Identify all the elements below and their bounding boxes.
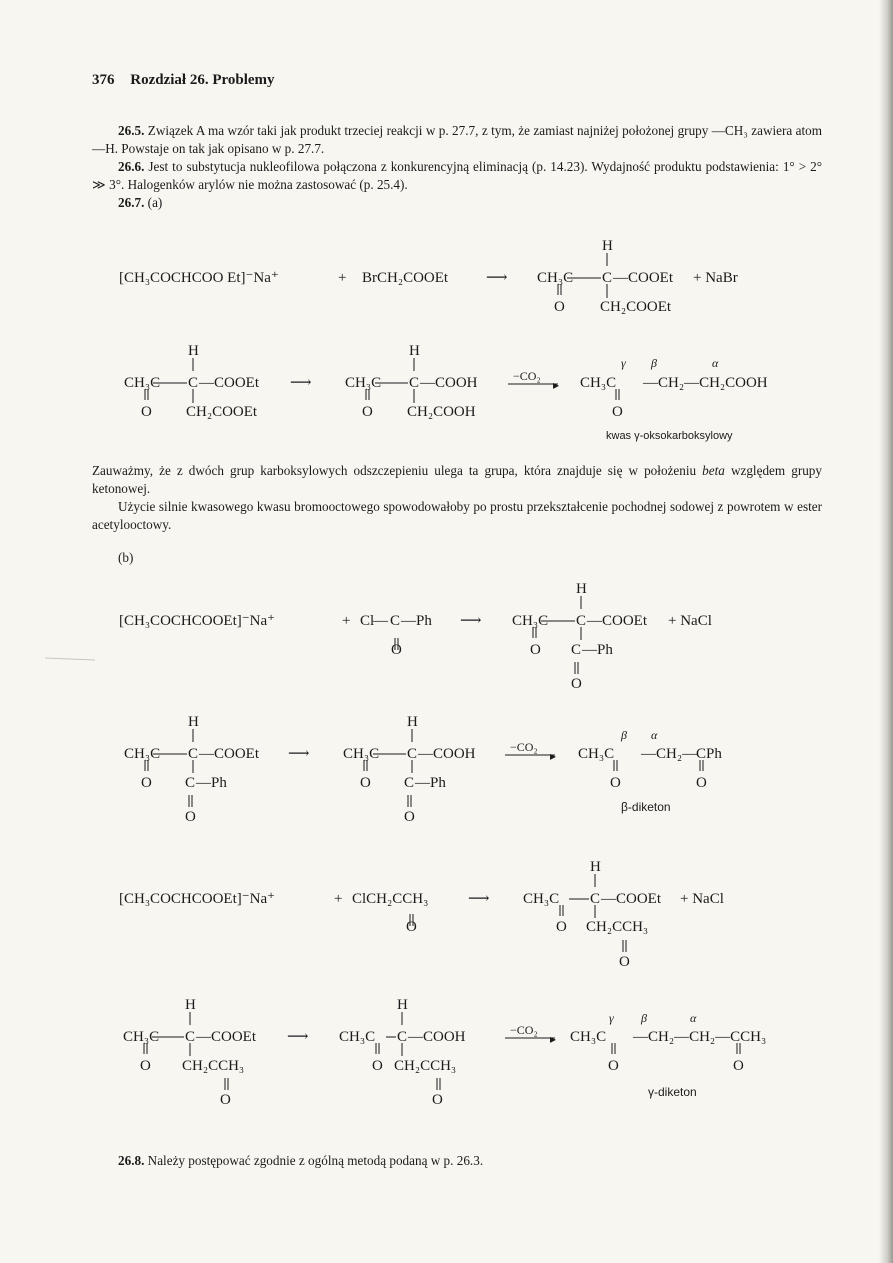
group-cooh: —COOH [420, 375, 478, 391]
reaction-arrow: ⟶ [468, 891, 490, 907]
part-label: (a) [147, 195, 163, 210]
answer-text: Należy postępować zgodnie z ogólną metodą podaną w p. 26.3. [147, 1153, 484, 1168]
atom-o: O [696, 775, 707, 791]
atom-o: O [372, 1058, 383, 1074]
group-ch2cooet: CH₂COOEt [186, 404, 258, 420]
group-ch2cooh: CH₂COOH [407, 404, 476, 420]
group-ph: —Ph [582, 642, 613, 658]
atom-o: O [406, 919, 417, 935]
reaction-arrow: ⟶ [460, 613, 482, 629]
atom-h: H [188, 343, 199, 359]
formula-ch3c: CH₃C [537, 270, 574, 286]
answer-text: Związek A ma wzór taki jak produkt trzeciej reakcji w p. 27.7, z tym, że zamiast najniżej położonej grupy —CH₃ zawiera atom —H. Powstaje on tak jak opisano w p. 27.7. [92, 123, 823, 156]
scheme-c-1 [119, 859, 724, 970]
reaction-arrow: ⟶ [287, 1029, 309, 1045]
atom-h: H [602, 238, 613, 254]
alpha-marker: α [690, 1011, 697, 1025]
formula-ch3c: CH₃C [580, 375, 617, 391]
atom-c: C [404, 775, 415, 791]
arrow-head: ▸ [550, 1032, 557, 1046]
atom-h: H [576, 581, 587, 597]
group-ch2cch3: CH₂CCH₃ [182, 1058, 245, 1074]
atom-h: H [590, 859, 601, 875]
atom-o: O [360, 775, 371, 791]
group-cooet: —COOEt [199, 375, 259, 391]
atom-o: O [432, 1092, 443, 1108]
atom-c: C [188, 746, 199, 762]
alpha-marker: α [712, 356, 719, 370]
atom-o: O [610, 775, 621, 791]
group-ch2cch3: CH₂CCH₃ [394, 1058, 457, 1074]
product-name-c: γ-diketon [648, 1085, 697, 1099]
byproduct-nacl: + NaCl [680, 891, 724, 907]
answer-label: 26.8. [118, 1153, 145, 1168]
answer-label: 26.5. [118, 123, 145, 138]
atom-c: C [571, 642, 582, 658]
formula-ch3c: CH₃C [124, 746, 161, 762]
beta-marker: β [651, 356, 657, 370]
atom-o: O [141, 404, 152, 420]
alpha-marker: α [651, 728, 658, 742]
answer-text: Jest to substytucja nukleofilowa połączona z konkurencyjną eliminacją (p. 14.23). Wydajność produktu podstawienia: 1° > 2° ≫ 3°. Halogenków arylów nie można zastosować (p. 25.4). [92, 159, 822, 192]
formula-ch3c: CH₃C [512, 613, 549, 629]
formula-ch3c: CH₃C [343, 746, 380, 762]
plus-sign: + [338, 270, 347, 286]
atom-h: H [397, 997, 408, 1013]
part-b-label: (b) [118, 550, 134, 565]
byproduct-nacl: + NaCl [668, 613, 712, 629]
group-cooet: —COOEt [601, 891, 661, 907]
group-cph: CPh [696, 746, 722, 762]
atom-o: O [530, 642, 541, 658]
scheme-c-2 [123, 997, 766, 1108]
reaction-arrow: ⟶ [288, 746, 310, 762]
gamma-marker: γ [609, 1011, 614, 1025]
group-cooh: —COOH [408, 1029, 466, 1045]
atom-o: O [220, 1092, 231, 1108]
arrow-head: ▸ [550, 749, 557, 763]
atom-o: O [140, 1058, 151, 1074]
atom-o: O [733, 1058, 744, 1074]
group-cooet: —COOEt [196, 1029, 256, 1045]
note-text: Użycie silnie kwasowego kwasu bromooctowego spowodowałoby po prostu przekształcenie pochodnej sodowej z powrotem w ester acetylooctowy. [92, 499, 822, 532]
group-ph: —Ph [196, 775, 227, 791]
scheme-b-1 [119, 581, 712, 692]
decarboxylation-label: −CO₂ [510, 1023, 538, 1037]
atom-c: C [390, 613, 401, 629]
formula-ch3c: CH₃C [345, 375, 382, 391]
atom-c: C [409, 375, 420, 391]
plus-sign: + [342, 613, 351, 629]
formula-ch3c: CH₃C [124, 375, 161, 391]
scheme-a-1 [119, 238, 738, 315]
note-text: względem grupy ketonowej. [92, 463, 822, 496]
decarboxylation-label: −CO₂ [513, 369, 541, 383]
plus-sign: + [334, 891, 343, 907]
reaction-arrow: ⟶ [290, 375, 312, 391]
chain-ch2-ch2cooh: —CH₂—CH₂COOH [643, 375, 768, 391]
gamma-marker: γ [621, 356, 626, 370]
chain-ch2-ch2-cch3: —CH₂—CH₂—CCH₃ [633, 1029, 767, 1045]
atom-o: O [619, 954, 630, 970]
chain-ch2: —CH₂— [641, 746, 698, 762]
atom-o: O [185, 809, 196, 825]
formula-ch3c: CH₃C [123, 1029, 160, 1045]
atom-o: O [556, 919, 567, 935]
group-ch2cch3: CH₂CCH₃ [586, 919, 649, 935]
page-number: 376 [92, 72, 115, 88]
chapter-title: Rozdział 26. Problemy [130, 72, 275, 88]
decarboxylation-label: −CO₂ [510, 740, 538, 754]
bond-dash: — [373, 613, 388, 629]
answer-label: 26.7. [118, 195, 145, 210]
atom-h: H [188, 714, 199, 730]
atom-c: C [590, 891, 601, 907]
beta-marker: β [621, 728, 627, 742]
reaction-arrow: ⟶ [486, 270, 508, 286]
atom-c: C [602, 270, 613, 286]
atom-o: O [404, 809, 415, 825]
beta-marker: β [641, 1011, 647, 1025]
product-name-b: β-diketon [621, 800, 671, 814]
atom-c: C [576, 613, 587, 629]
atom-cl: Cl [360, 613, 375, 629]
atom-h: H [407, 714, 418, 730]
product-name-a: kwas γ-oksokarboksylowy [606, 430, 733, 442]
arrow-head: ▸ [553, 378, 560, 392]
atom-c: C [185, 775, 196, 791]
atom-c: C [397, 1029, 408, 1045]
group-cooet: —COOEt [587, 613, 647, 629]
group-cooet: —COOEt [199, 746, 259, 762]
scheme-a-2 [124, 343, 768, 442]
formula-enolate: [CH₃COCHCOO Et]⁻Na⁺ [119, 270, 279, 286]
atom-c: C [188, 375, 199, 391]
formula-enolate: [CH₃COCHCOOEt]⁻Na⁺ [119, 613, 276, 629]
atom-o: O [554, 299, 565, 315]
note-text: Zauważmy, że z dwóch grup karboksylowych odszczepieniu ulega ta grupa, która znajduje się w położeniu [92, 463, 703, 478]
formula-ch3c: CH₃C [523, 891, 560, 907]
formula-enolate: [CH₃COCHCOOEt]⁻Na⁺ [119, 891, 276, 907]
formula-ch3c: CH₃C [339, 1029, 376, 1045]
atom-c: C [185, 1029, 196, 1045]
atom-c: C [407, 746, 418, 762]
note-emphasis: beta [702, 463, 725, 478]
atom-o: O [141, 775, 152, 791]
atom-o: O [362, 404, 373, 420]
byproduct-nabr: + NaBr [693, 270, 738, 286]
atom-o: O [608, 1058, 619, 1074]
group-cooet: —COOEt [613, 270, 673, 286]
group-ch2cooet: CH₂COOEt [600, 299, 672, 315]
formula-reagent: BrCH₂COOEt [362, 270, 449, 286]
atom-o: O [612, 404, 623, 420]
formula-reagent: ClCH₂CCH₃ [352, 891, 429, 907]
formula-ch3c: CH₃C [578, 746, 615, 762]
group-cooh: —COOH [418, 746, 476, 762]
atom-h: H [185, 997, 196, 1013]
atom-o: O [571, 676, 582, 692]
atom-o: O [391, 642, 402, 658]
formula-ch3c: CH₃C [570, 1029, 607, 1045]
atom-h: H [409, 343, 420, 359]
group-ph: —Ph [415, 775, 446, 791]
scheme-b-2 [124, 714, 722, 825]
answer-label: 26.6. [118, 159, 145, 174]
group-ph: —Ph [401, 613, 432, 629]
